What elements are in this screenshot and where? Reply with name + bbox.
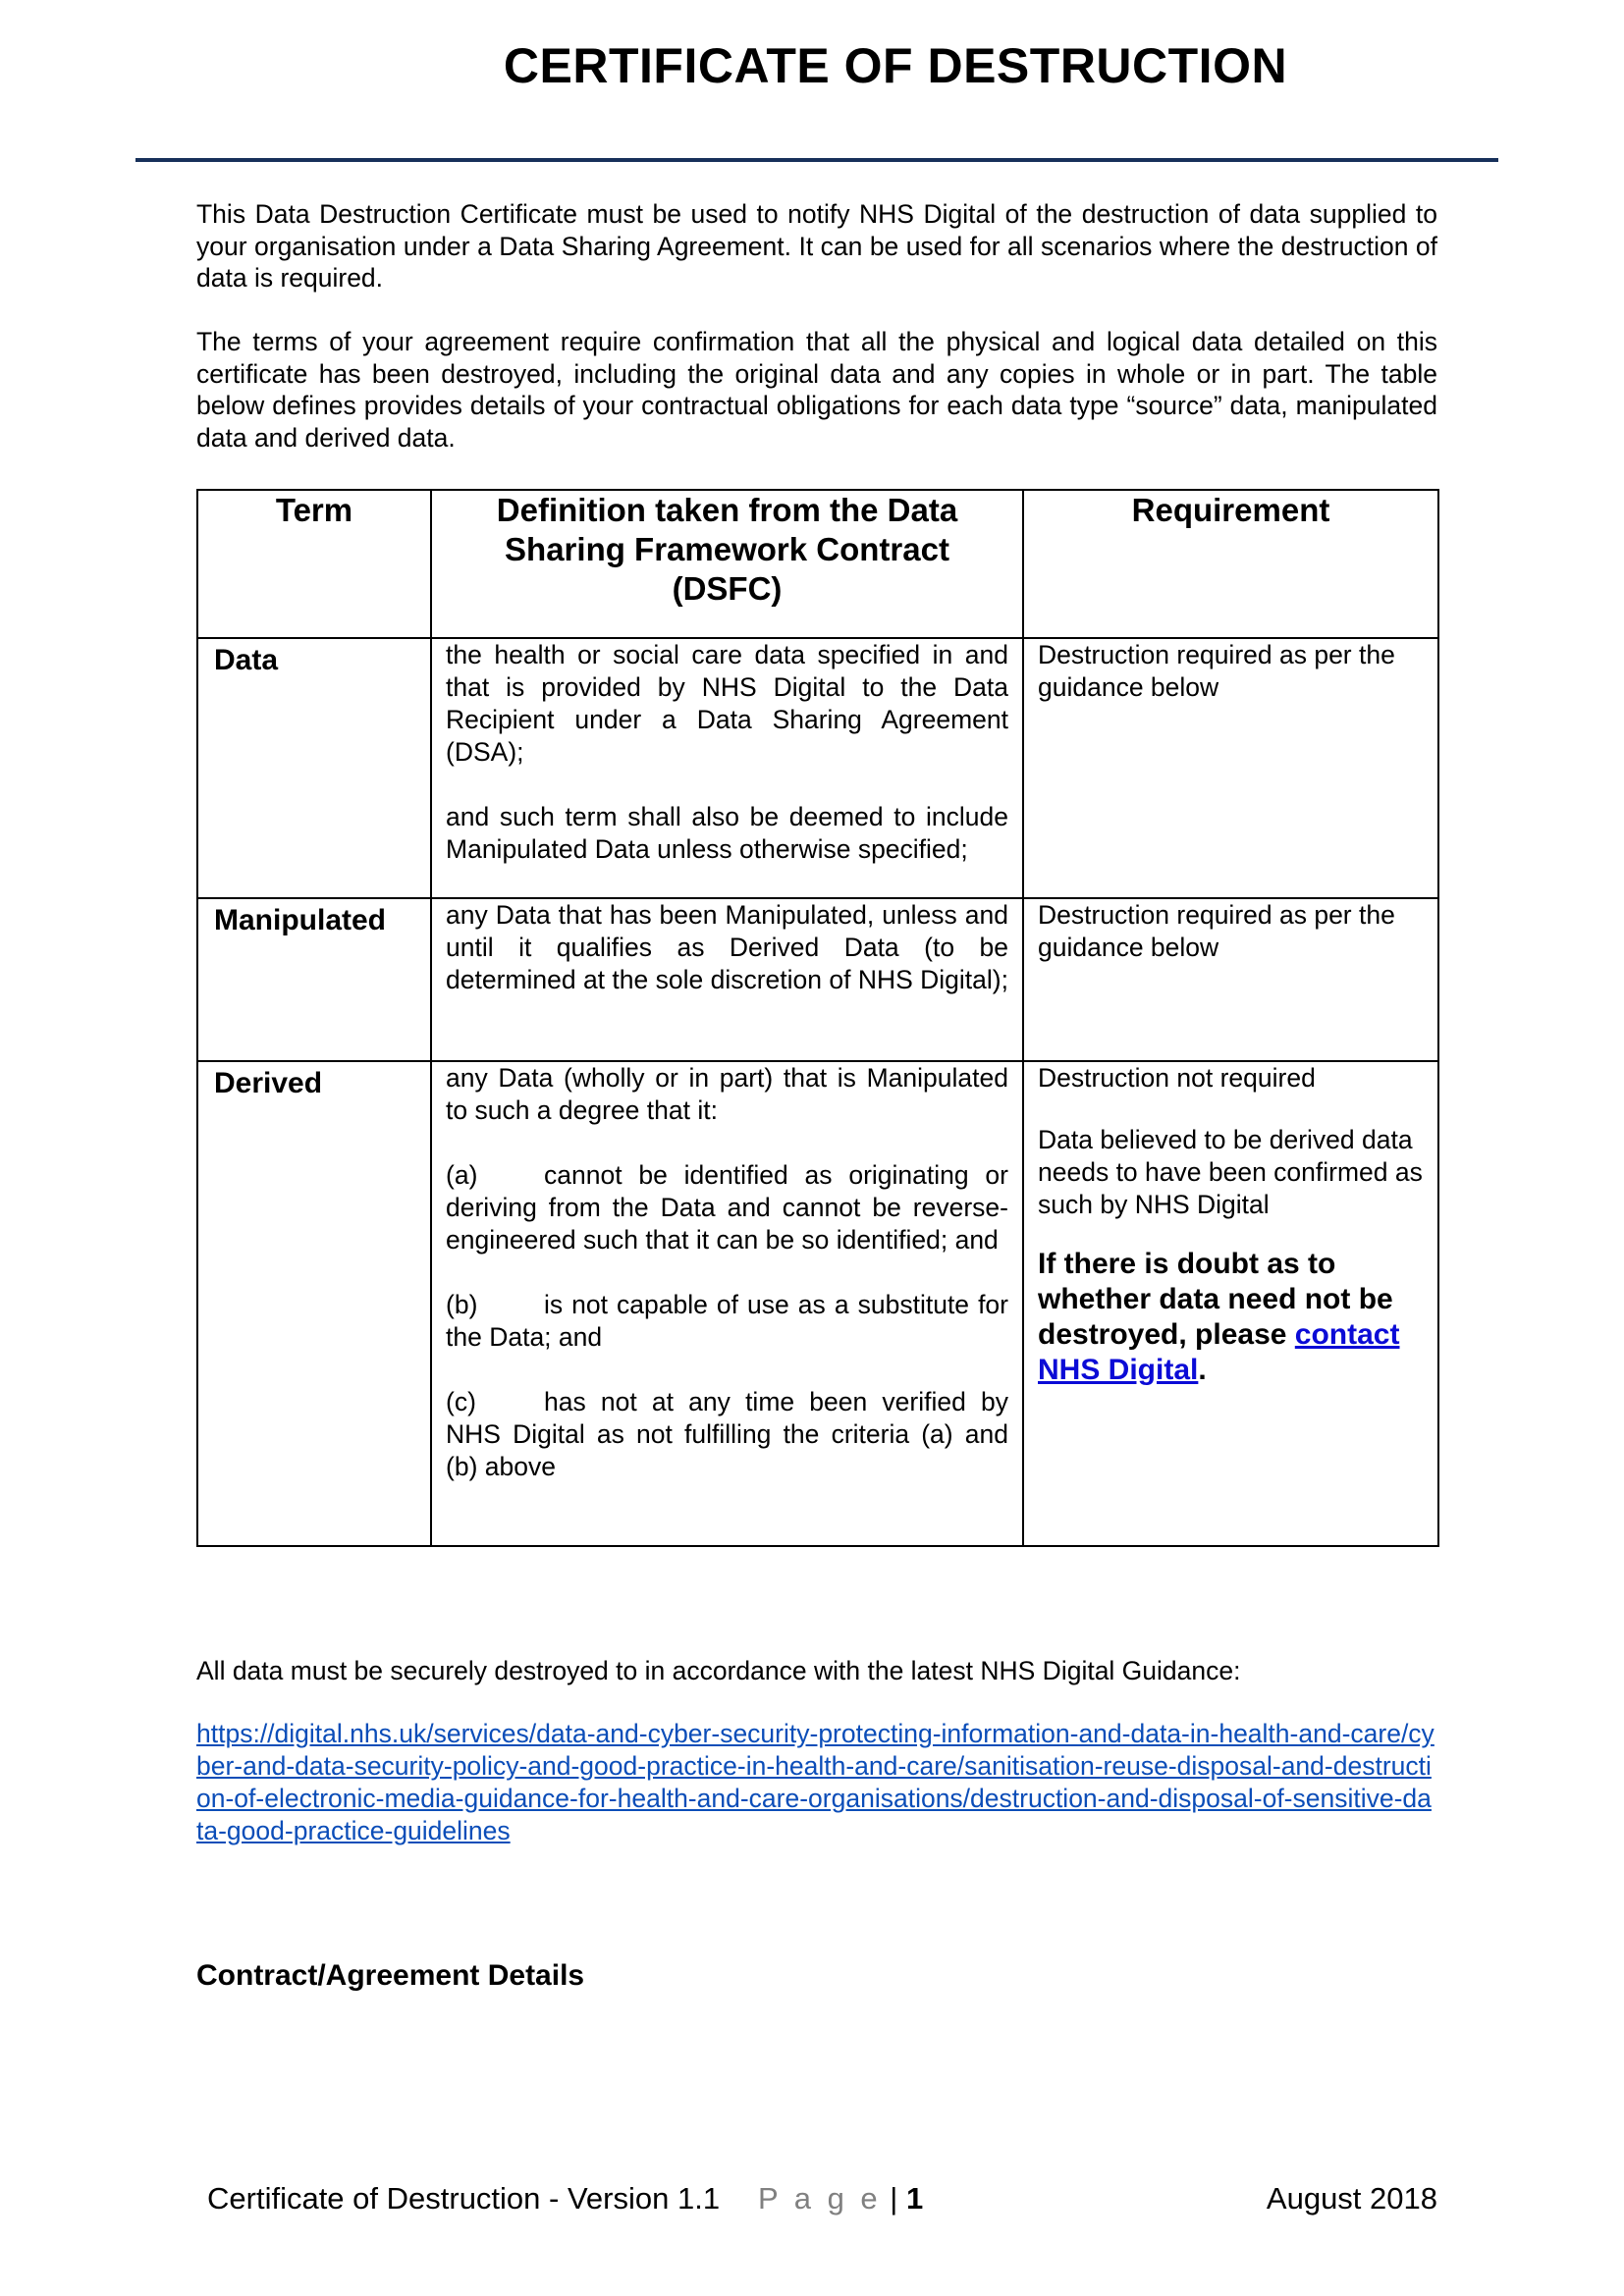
doubt-end: . xyxy=(1198,1354,1207,1386)
requirement-data xyxy=(1024,639,1437,704)
clause-a xyxy=(446,1159,1008,1256)
clause-label: (c) xyxy=(446,1387,476,1416)
definition-text: the health or social care data specified in and that is provided by NHS Digital to the Data Recipient under a Data Sharing Agreement (DSA); xyxy=(446,640,1008,767)
clause-text: cannot be identified as originating or deriving from the Data and cannot be reverse-engineered such that it can be so identified; and xyxy=(446,1160,1008,1255)
clause-b xyxy=(446,1289,1008,1354)
definition-derived xyxy=(432,1062,1022,1483)
term-data: Data xyxy=(214,644,279,676)
clause-text: is not capable of use as a substitute for the Data; and xyxy=(446,1290,1008,1352)
clause-label: (a) xyxy=(446,1160,478,1190)
requirement-text: Destruction required as per the guidance below xyxy=(1038,900,1395,962)
document-title: CERTIFICATE OF DESTRUCTION xyxy=(503,38,1288,93)
header-term: Term xyxy=(275,492,353,528)
footer-separator: | xyxy=(881,2181,906,2216)
requirement-text: Destruction required as per the guidance below xyxy=(1038,640,1395,702)
requirement-manipulated xyxy=(1024,899,1437,964)
requirement-note: Data believed to be derived data needs to have been confirmed as such by NHS Digital xyxy=(1038,1125,1423,1219)
guidance-text: All data must be securely destroyed to in accordance with the latest NHS Digital Guidance: xyxy=(196,1656,1241,1685)
clause-text: has not at any time been verified by NHS Digital as not fulfilling the criteria (a) and (b) above xyxy=(446,1387,1008,1481)
doubt-text: If there is doubt as to whether data need not be destroyed, please xyxy=(1038,1248,1393,1351)
doubt-note xyxy=(1038,1247,1424,1388)
requirement-text: Destruction not required xyxy=(1038,1063,1316,1093)
contact-nhs-digital-link[interactable]: contact NHS Digital xyxy=(1038,1318,1400,1386)
footer-version: Certificate of Destruction - Version 1.1 xyxy=(207,2181,721,2216)
clause-c xyxy=(446,1386,1008,1483)
table-header-row xyxy=(197,490,1438,638)
data-terms-table xyxy=(196,489,1439,1547)
definition-manipulated xyxy=(432,899,1022,996)
contract-details-heading: Contract/Agreement Details xyxy=(196,1959,585,1992)
footer-date: August 2018 xyxy=(1266,2181,1437,2216)
term-manipulated: Manipulated xyxy=(214,904,387,936)
term-derived: Derived xyxy=(214,1067,323,1099)
header-definition: Definition taken from the Data Sharing Framework Contract (DSFC) xyxy=(496,492,958,607)
intro-paragraph-1: This Data Destruction Certificate must be used to notify NHS Digital of the destruction of data supplied to your organisation under a Data Sharing Agreement. It can be used for all scenarios where the destruction of data is required. xyxy=(196,199,1437,293)
footer-page-number xyxy=(758,2181,923,2216)
header-requirement: Requirement xyxy=(1131,492,1330,528)
footer-page-word: P a g e xyxy=(758,2181,882,2216)
requirement-derived xyxy=(1024,1062,1437,1388)
definition-text: any Data that has been Manipulated, unless and until it qualifies as Derived Data (to be determined at the sole discretion of NHS Digital); xyxy=(446,900,1008,994)
table-row xyxy=(197,1061,1438,1546)
intro-paragraph-2: The terms of your agreement require confirmation that all the physical and logical data detailed on this certificate has been destroyed, including the original data and any copies in whole or in part. The table below defines provides details of your contractual obligations for each data type “source” data, manipulated data and derived data. xyxy=(196,327,1437,453)
table-row xyxy=(197,898,1438,1061)
footer-page-value: 1 xyxy=(905,2181,924,2216)
title-divider xyxy=(135,158,1498,162)
clause-label: (b) xyxy=(446,1290,478,1319)
definition-text: and such term shall also be deemed to include Manipulated Data unless otherwise specified; xyxy=(446,802,1008,864)
definition-data xyxy=(432,639,1022,866)
definition-text: any Data (wholly or in part) that is Manipulated to such a degree that it: xyxy=(446,1063,1008,1125)
guidance-url-link[interactable]: https://digital.nhs.uk/services/data-and-cyber-security-protecting-information-and-data-in-health-and-care/cyber-and-data-security-policy-and-good-practice-in-health-and-care/sanitisation-reuse-disposal-and-destruction-of-electronic-media-guidance-for-health-and-care-organisations/destruction-and-disposal-of-sensitive-data-good-practice-guidelines xyxy=(196,1719,1435,1845)
table-row xyxy=(197,638,1438,898)
